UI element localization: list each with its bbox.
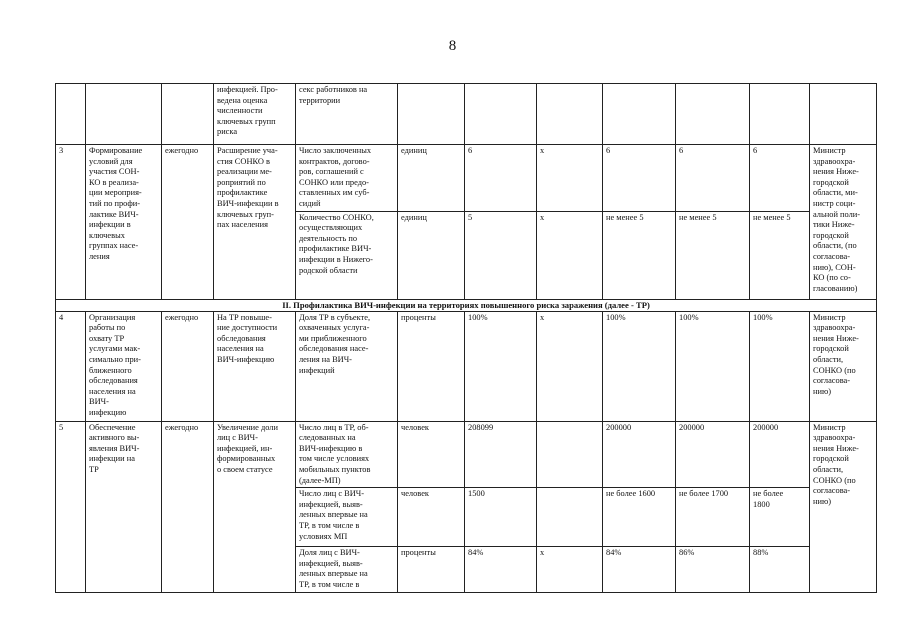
indicator-value-2: х	[537, 547, 603, 592]
indicator-value-4: 100%	[676, 311, 750, 421]
unit: человек	[398, 421, 465, 488]
indicator-value-1: 84%	[465, 547, 537, 592]
item-number: 3	[56, 145, 86, 300]
indicator-value-5: не менее 5	[750, 211, 810, 299]
indicator-value-2: х	[537, 145, 603, 212]
indicator-value-1: 1500	[465, 488, 537, 547]
indicator-value-1: 6	[465, 145, 537, 212]
item-number: 4	[56, 311, 86, 421]
period: ежегодно	[162, 311, 214, 421]
indicator-value-4: 86%	[676, 547, 750, 592]
indicator-value-2: х	[537, 211, 603, 299]
responsible: Министр здравоохра- нения Ниже- городской области, СОНКО (по согласова- нию)	[810, 421, 877, 592]
item-number	[56, 84, 86, 145]
unit: человек	[398, 488, 465, 547]
indicator-value-2	[537, 488, 603, 547]
section-header-row	[56, 299, 877, 311]
table-row	[56, 421, 877, 488]
event-name	[86, 84, 162, 145]
indicator-value-5	[750, 84, 810, 145]
indicator-value-5: 200000	[750, 421, 810, 488]
indicator-value-1: 208099	[465, 421, 537, 488]
indicator-value-1: 100%	[465, 311, 537, 421]
indicator-value-2	[537, 421, 603, 488]
indicator-value-3: не более 1600	[603, 488, 676, 547]
indicator-value-5: не более 1800	[750, 488, 810, 547]
indicator-value-2: х	[537, 311, 603, 421]
unit: проценты	[398, 547, 465, 592]
indicator-value-4: 6	[676, 145, 750, 212]
expected-result: инфекцией. Про- ведена оценка численности ключевых групп риска	[214, 84, 296, 145]
indicator-name: Число лиц с ВИЧ- инфекцией, выяв- ленных впервые на ТР, в том числе в условиях МП	[296, 488, 398, 547]
expected-result: Расширение уча- стия СОНКО в реализации ме- роприятий по профилактике ВИЧ-инфекции в ключевых груп- пах населения	[214, 145, 296, 300]
responsible	[810, 84, 877, 145]
unit: единиц	[398, 145, 465, 212]
indicator-value-3: 84%	[603, 547, 676, 592]
indicator-value-3: 100%	[603, 311, 676, 421]
indicator-value-4: не более 1700	[676, 488, 750, 547]
indicator-value-5: 100%	[750, 311, 810, 421]
indicator-name: Количество СОНКО, осуществляющих деятельность по профилактике ВИЧ- инфекции в Нижего- родской области	[296, 211, 398, 299]
section-title: II. Профилактика ВИЧ-инфекции на территориях повышенного риска заражения (далее - ТР)	[56, 299, 877, 311]
event-name: Обеспечение активного вы- явления ВИЧ- инфекции на ТР	[86, 421, 162, 592]
table-row	[56, 84, 877, 145]
unit: проценты	[398, 311, 465, 421]
item-number: 5	[56, 421, 86, 592]
expected-result: На ТР повыше- ние доступности обследования населения на ВИЧ-инфекцию	[214, 311, 296, 421]
indicator-value-4: 200000	[676, 421, 750, 488]
period: ежегодно	[162, 145, 214, 300]
indicator-name: Число лиц в ТР, об- следованных на ВИЧ-инфекцию в том числе условиях мобильных пунктов (далее-МП)	[296, 421, 398, 488]
page-number: 8	[448, 38, 457, 54]
indicator-value-4	[676, 84, 750, 145]
unit: единиц	[398, 211, 465, 299]
indicator-value-5: 88%	[750, 547, 810, 592]
indicator-value-3	[603, 84, 676, 145]
table-row	[56, 145, 877, 212]
indicator-value-3: 200000	[603, 421, 676, 488]
indicator-value-3: 6	[603, 145, 676, 212]
table-row	[56, 311, 877, 421]
event-name: Формирование условий для участия СОН- КО в реализа- ции мероприя- тий по профи- лактике ВИЧ- инфекции в ключевых группах насе- ления	[86, 145, 162, 300]
unit	[398, 84, 465, 145]
indicator-value-5: 6	[750, 145, 810, 212]
indicator-name: Доля лиц с ВИЧ- инфекцией, выяв- ленных впервые на ТР, в том числе в	[296, 547, 398, 592]
program-table	[55, 83, 877, 593]
indicator-value-1: 5	[465, 211, 537, 299]
indicator-value-4: не менее 5	[676, 211, 750, 299]
responsible: Министр здравоохра- нения Ниже- городской области, СОНКО (по согласова- нию)	[810, 311, 877, 421]
indicator-value-2	[537, 84, 603, 145]
period	[162, 84, 214, 145]
indicator-name: секс работников на территории	[296, 84, 398, 145]
responsible: Министр здравоохра- нения Ниже- городской области, ми- нистр соци- альной поли- тики Ниже- городской области, (по согласова- нию), СОН- КО (по со- гласованию)	[810, 145, 877, 300]
indicator-value-3: не менее 5	[603, 211, 676, 299]
period: ежегодно	[162, 421, 214, 592]
indicator-name: Доля ТР в субъекте, охваченных услуга- ми приближенного обследования насе- ления на ВИЧ- инфекций	[296, 311, 398, 421]
expected-result: Увеличение доли лиц с ВИЧ- инфекцией, ин- формированных о своем статусе	[214, 421, 296, 592]
indicator-name: Число заключенных контрактов, догово- ров, соглашений с СОНКО или предо- ставленных им суб- сидий	[296, 145, 398, 212]
indicator-value-1	[465, 84, 537, 145]
event-name: Организация работы по охвату ТР услугами мак- симально при- ближенного обследования населения на ВИЧ- инфекцию	[86, 311, 162, 421]
